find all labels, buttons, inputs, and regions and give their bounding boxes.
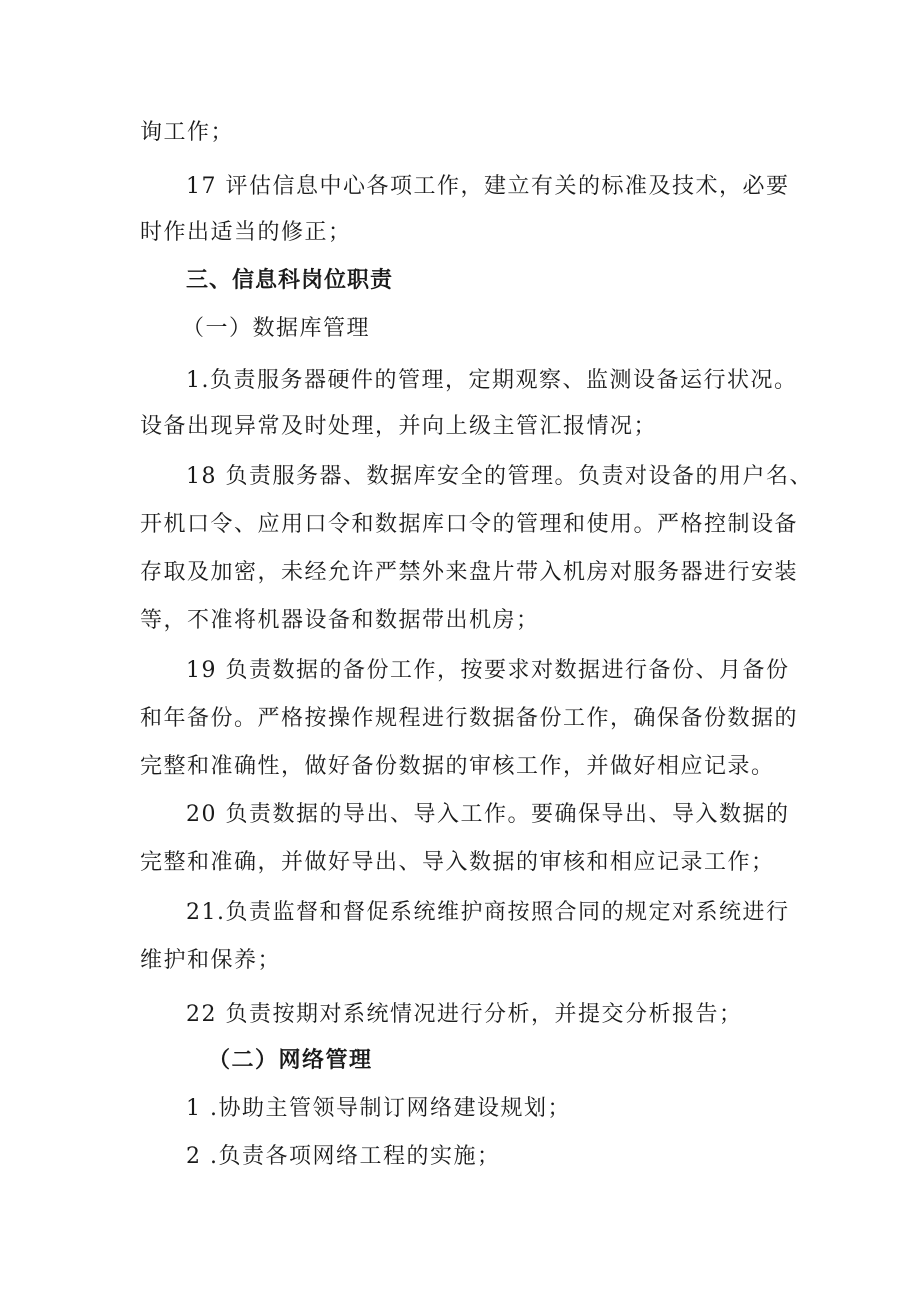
paragraph-line: 20 负责数据的导出、导入工作。要确保导出、导入数据的 bbox=[186, 802, 790, 827]
paragraph-line: 完整和准确，并做好导出、导入数据的审核和相应记录工作； bbox=[140, 850, 775, 875]
paragraph-line: 1.负责服务器硬件的管理，定期观察、监测设备运行状况。 bbox=[186, 368, 798, 393]
subsection-heading: （一）数据库管理 bbox=[182, 316, 371, 341]
paragraph-line: 22 负责按期对系统情况进行分析，并提交分析报告； bbox=[186, 1002, 743, 1027]
paragraph-line: 开机口令、应用口令和数据库口令的管理和使用。严格控制设备 bbox=[140, 512, 799, 537]
paragraph-line: 和年备份。严格按操作规程进行数据备份工作，确保备份数据的 bbox=[140, 706, 799, 731]
section-heading: 三、信息科岗位职责 bbox=[186, 268, 394, 293]
paragraph-line: 维护和保养； bbox=[140, 948, 282, 973]
paragraph-line: 21.负责监督和督促系统维护商按照合同的规定对系统进行 bbox=[186, 900, 790, 925]
paragraph-line: 2 .负责各项网络工程的实施； bbox=[186, 1144, 501, 1169]
paragraph-line: 19 负责数据的备份工作，按要求对数据进行备份、月备份 bbox=[186, 658, 790, 683]
paragraph-line: 设备出现异常及时处理，并向上级主管汇报情况； bbox=[140, 414, 658, 439]
paragraph-line: 1 .协助主管领导制订网络建设规划； bbox=[186, 1096, 571, 1121]
paragraph-line: 询工作； bbox=[140, 120, 235, 145]
paragraph-line: 存取及加密，未经允许严禁外来盘片带入机房对服务器进行安装 bbox=[140, 560, 799, 585]
paragraph-line: 完整和准确性，做好备份数据的审核工作，并做好相应记录。 bbox=[140, 754, 775, 779]
paragraph-line: 17 评估信息中心各项工作，建立有关的标准及技术，必要 bbox=[186, 174, 790, 199]
subsection-heading: （二）网络管理 bbox=[208, 1048, 373, 1073]
paragraph-line: 时作出适当的修正； bbox=[140, 220, 352, 245]
paragraph-line: 等，不准将机器设备和数据带出机房； bbox=[140, 608, 540, 633]
paragraph-line: 18 负责服务器、数据库安全的管理。负责对设备的用户名、 bbox=[186, 464, 813, 489]
